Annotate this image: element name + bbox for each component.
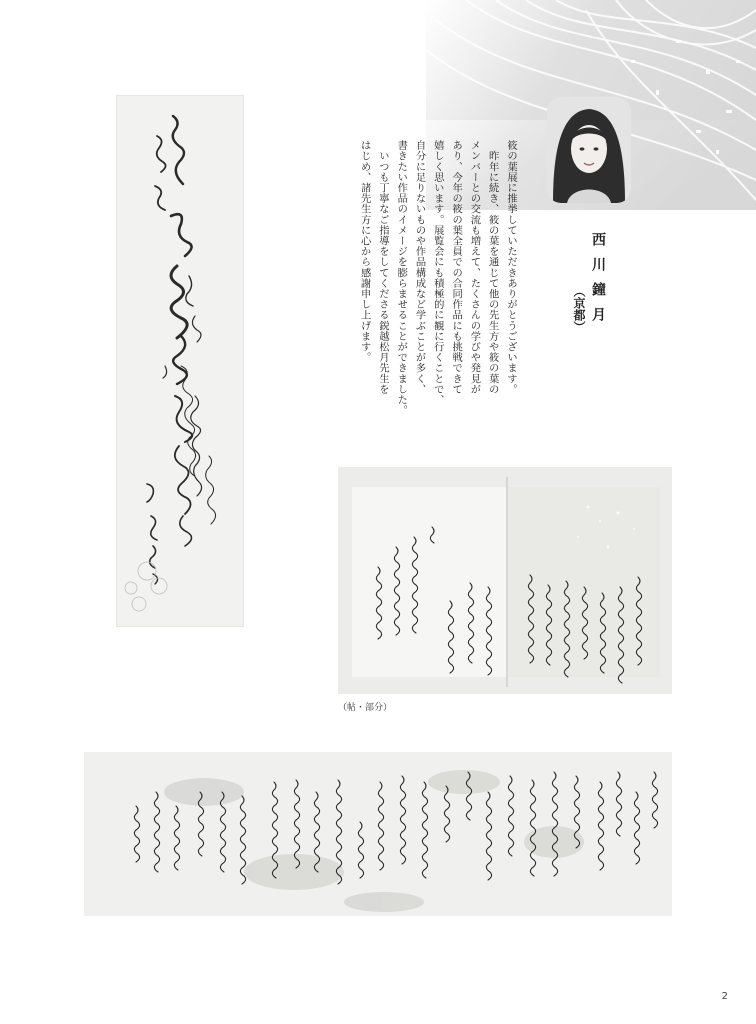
essay-line: 自分に足りないものや作品構成など学ぶことが多く、 bbox=[413, 140, 426, 395]
artist-statement bbox=[340, 140, 520, 416]
book-caption: （帖・部分） bbox=[338, 703, 393, 713]
essay-line: 筱の葉展に推挙していただきありがとうございます。 bbox=[505, 140, 517, 395]
calligraphy-book-artwork bbox=[338, 467, 672, 694]
essay-line: 書きたい作品のイメージを膨らませることができました。 bbox=[395, 140, 408, 416]
artist-portrait-photo bbox=[547, 97, 631, 203]
page-number: 2 bbox=[721, 991, 728, 1002]
essay-line: メンバーとの交流も増えて、たくさんの学びや発見が bbox=[468, 140, 481, 395]
artist-name: 西川鐘月 bbox=[590, 232, 606, 332]
calligraphy-scroll-artwork bbox=[116, 95, 244, 627]
essay-line: あり、今年の筱の葉全員での合同作品にも挑戦できて bbox=[450, 140, 463, 395]
artist-branch: （京都） bbox=[572, 285, 586, 333]
essay-line: いつも丁寧なご指導をしてくださる鋭越松月先生を bbox=[376, 140, 389, 395]
calligraphy-handscroll-artwork bbox=[84, 752, 672, 916]
essay-line: 嬉しく思います。展覧会にも積極的に観に行くことで、 bbox=[431, 140, 444, 405]
essay-line: はじめ、諸先生方に心から感謝申し上げます。 bbox=[358, 140, 371, 363]
essay-line: 昨年に続き、筱の葉を通じて他の先生方や筱の葉の bbox=[486, 140, 499, 395]
